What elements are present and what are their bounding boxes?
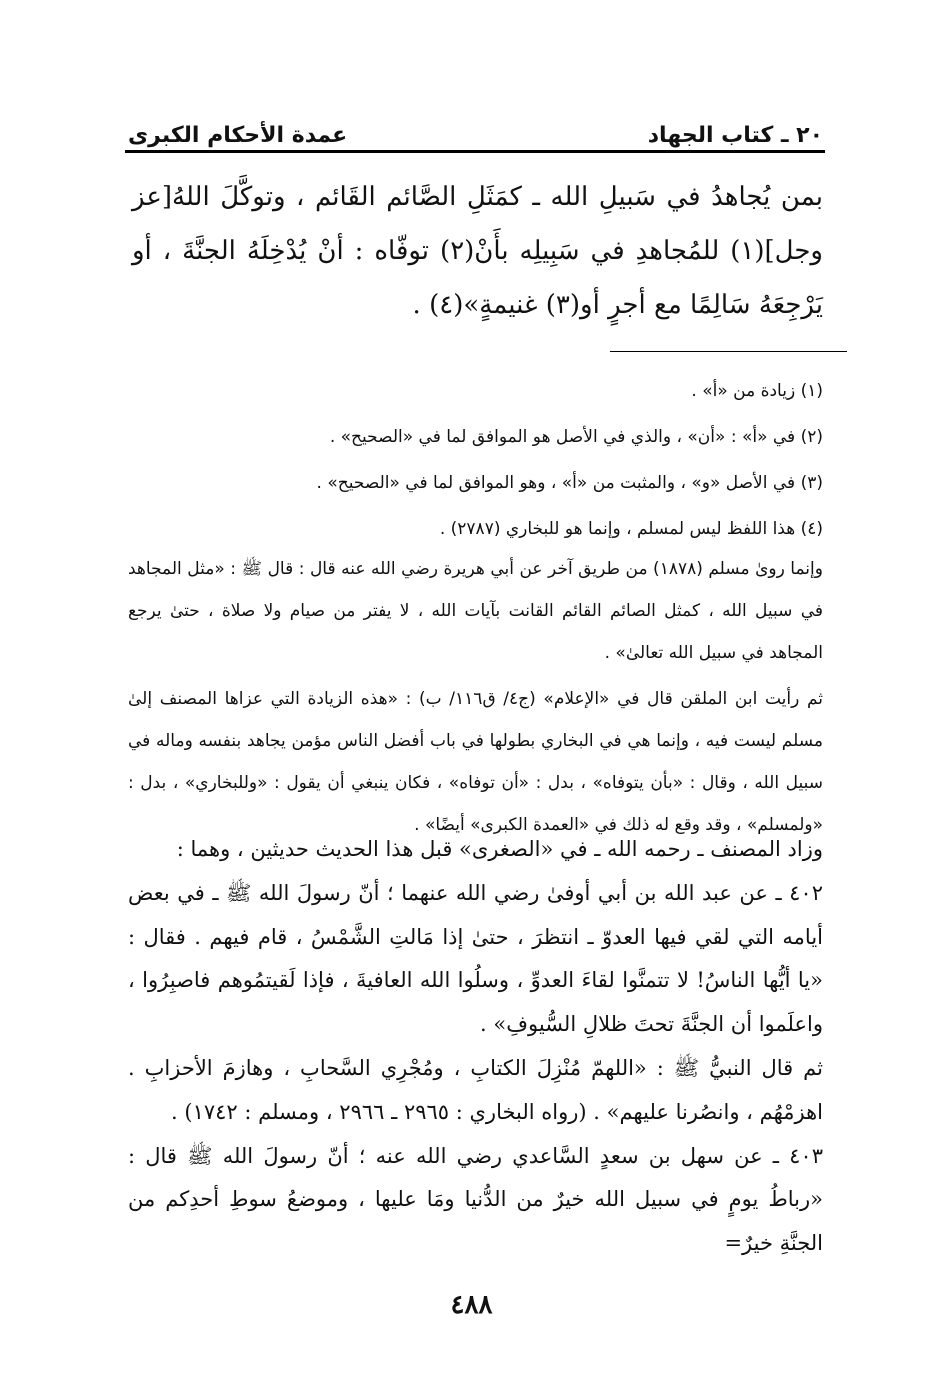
footnote-separator: [610, 351, 847, 352]
commentary: [128, 548, 823, 850]
hadith-402: ٤٠٢ ـ عن عبد الله بن أبي أوفىٰ رضي الله عنهما ؛ أنّ رسولَ الله ﷺ ـ في بعض أيامه التي لقي فيها العدوّ ـ انتظرَ ، حتىٰ إذا مَالتِ الشَّمْسُ ، قام فيهم . فقال : «يا أيُّها الناسُ! لا تتمنَّوا لقاءَ العدوِّ ، وسلُوا الله العافيةَ ، فإذا لَقيتمُوهم فاصبِرُوا ، واعلَموا أن الجنَّةَ تحتَ ظلالِ السُّيوفِ» .: [128, 880, 824, 1037]
commentary-paragraph-1: وإنما روىٰ مسلم (١٨٧٨) من طريق آخر عن أبي هريرة رضي الله عنه قال : قال ﷺ : «مثل المجاهد في سبيل الله ، كمثل الصائم القائم القانت بآيات الله ، لا يفتر من صيام ولا صلاة ، حتىٰ يرجع المجاهد في سبيل الله تعالىٰ» .: [128, 559, 823, 663]
footnote-3: (٣) في الأصل «و» ، والمثبت من «أ» ، وهو الموافق لما في «الصحيح» .: [316, 473, 823, 493]
footnotes: [128, 368, 823, 552]
page-number: ٤٨٨: [450, 1290, 493, 1320]
hadith-intro: وزاد المصنف ـ رحمه الله ـ في «الصغرى» قبل هذا الحديث حديثين ، وهما :: [176, 837, 823, 861]
hadith-403: ٤٠٣ ـ عن سهل بن سعدٍ السَّاعدي رضي الله عنه ؛ أنّ رسولَ الله ﷺ قال : «رباطُ يومٍ في سبيل الله خيرٌ من الدُّنيا ومَا عليها ، وموضعُ سوطِ أحدِكم من الجنَّةِ خيرٌ=: [128, 1143, 823, 1256]
footnote-2: (٢) في «أ» : «أن» ، والذي في الأصل هو الموافق لما في «الصحيح» .: [329, 427, 823, 447]
commentary-paragraph-2: ثم رأيت ابن الملقن قال في «الإعلام» (ج٤/ ق١١٦/ ب) : «هذه الزيادة التي عزاها المصنف إلىٰ مسلم ليست فيه ، وإنما هي في البخاري بطولها في باب أفضل الناس مؤمن يجاهد بنفسه وماله في سبيل الله ، وقال : «بأن يتوفاه» ، بدل : «أن توفاه» ، فكان ينبغي أن يقول : «وللبخاري» ، بدل : «ولمسلم» ، وقد وقع له ذلك في «العمدة الكبرى» أيضًا» .: [128, 689, 823, 835]
footnote-1: (١) زيادة من «أ» .: [691, 381, 823, 401]
hadith-402-dua: ثم قال النبيُّ ﷺ : «اللهمّ مُنْزِلَ الكتابِ ، ومُجْرِي السَّحابِ ، وهازمَ الأحزابِ . اهزمْهُم ، وانصُرنا عليهم» . (رواه البخاري : ٢٩٦٥ ـ ٢٩٦٦ ، ومسلم : ١٧٤٢) .: [128, 1055, 823, 1124]
book-title: عمدة الأحكام الكبرى: [128, 123, 348, 148]
main-paragraph: بمن يُجاهدُ في سَبيلِ الله ـ كمَثَلِ الصَّائم القَائم ، وتوكَّلَ اللهُ[عز وجل](١) للمُجاهدِ في سَبِيلِه بأَنْ(٢) توفّاه : أنْ يُدْخِلَهُ الجنَّةَ ، أو يَرْجِعَهُ سَالِمًا مع أجرٍ أو(٣) غنيمةٍ»(٤) .: [132, 182, 823, 320]
footnote-4: (٤) هذا اللفظ ليس لمسلم ، وإنما هو للبخاري (٢٧٨٧) .: [439, 519, 823, 539]
hadith-section: [128, 828, 823, 1266]
header-rule: [125, 150, 825, 153]
main-text: [132, 170, 823, 332]
running-header: [128, 104, 823, 148]
section-title: ٢٠ ـ كتاب الجهاد: [647, 123, 823, 148]
